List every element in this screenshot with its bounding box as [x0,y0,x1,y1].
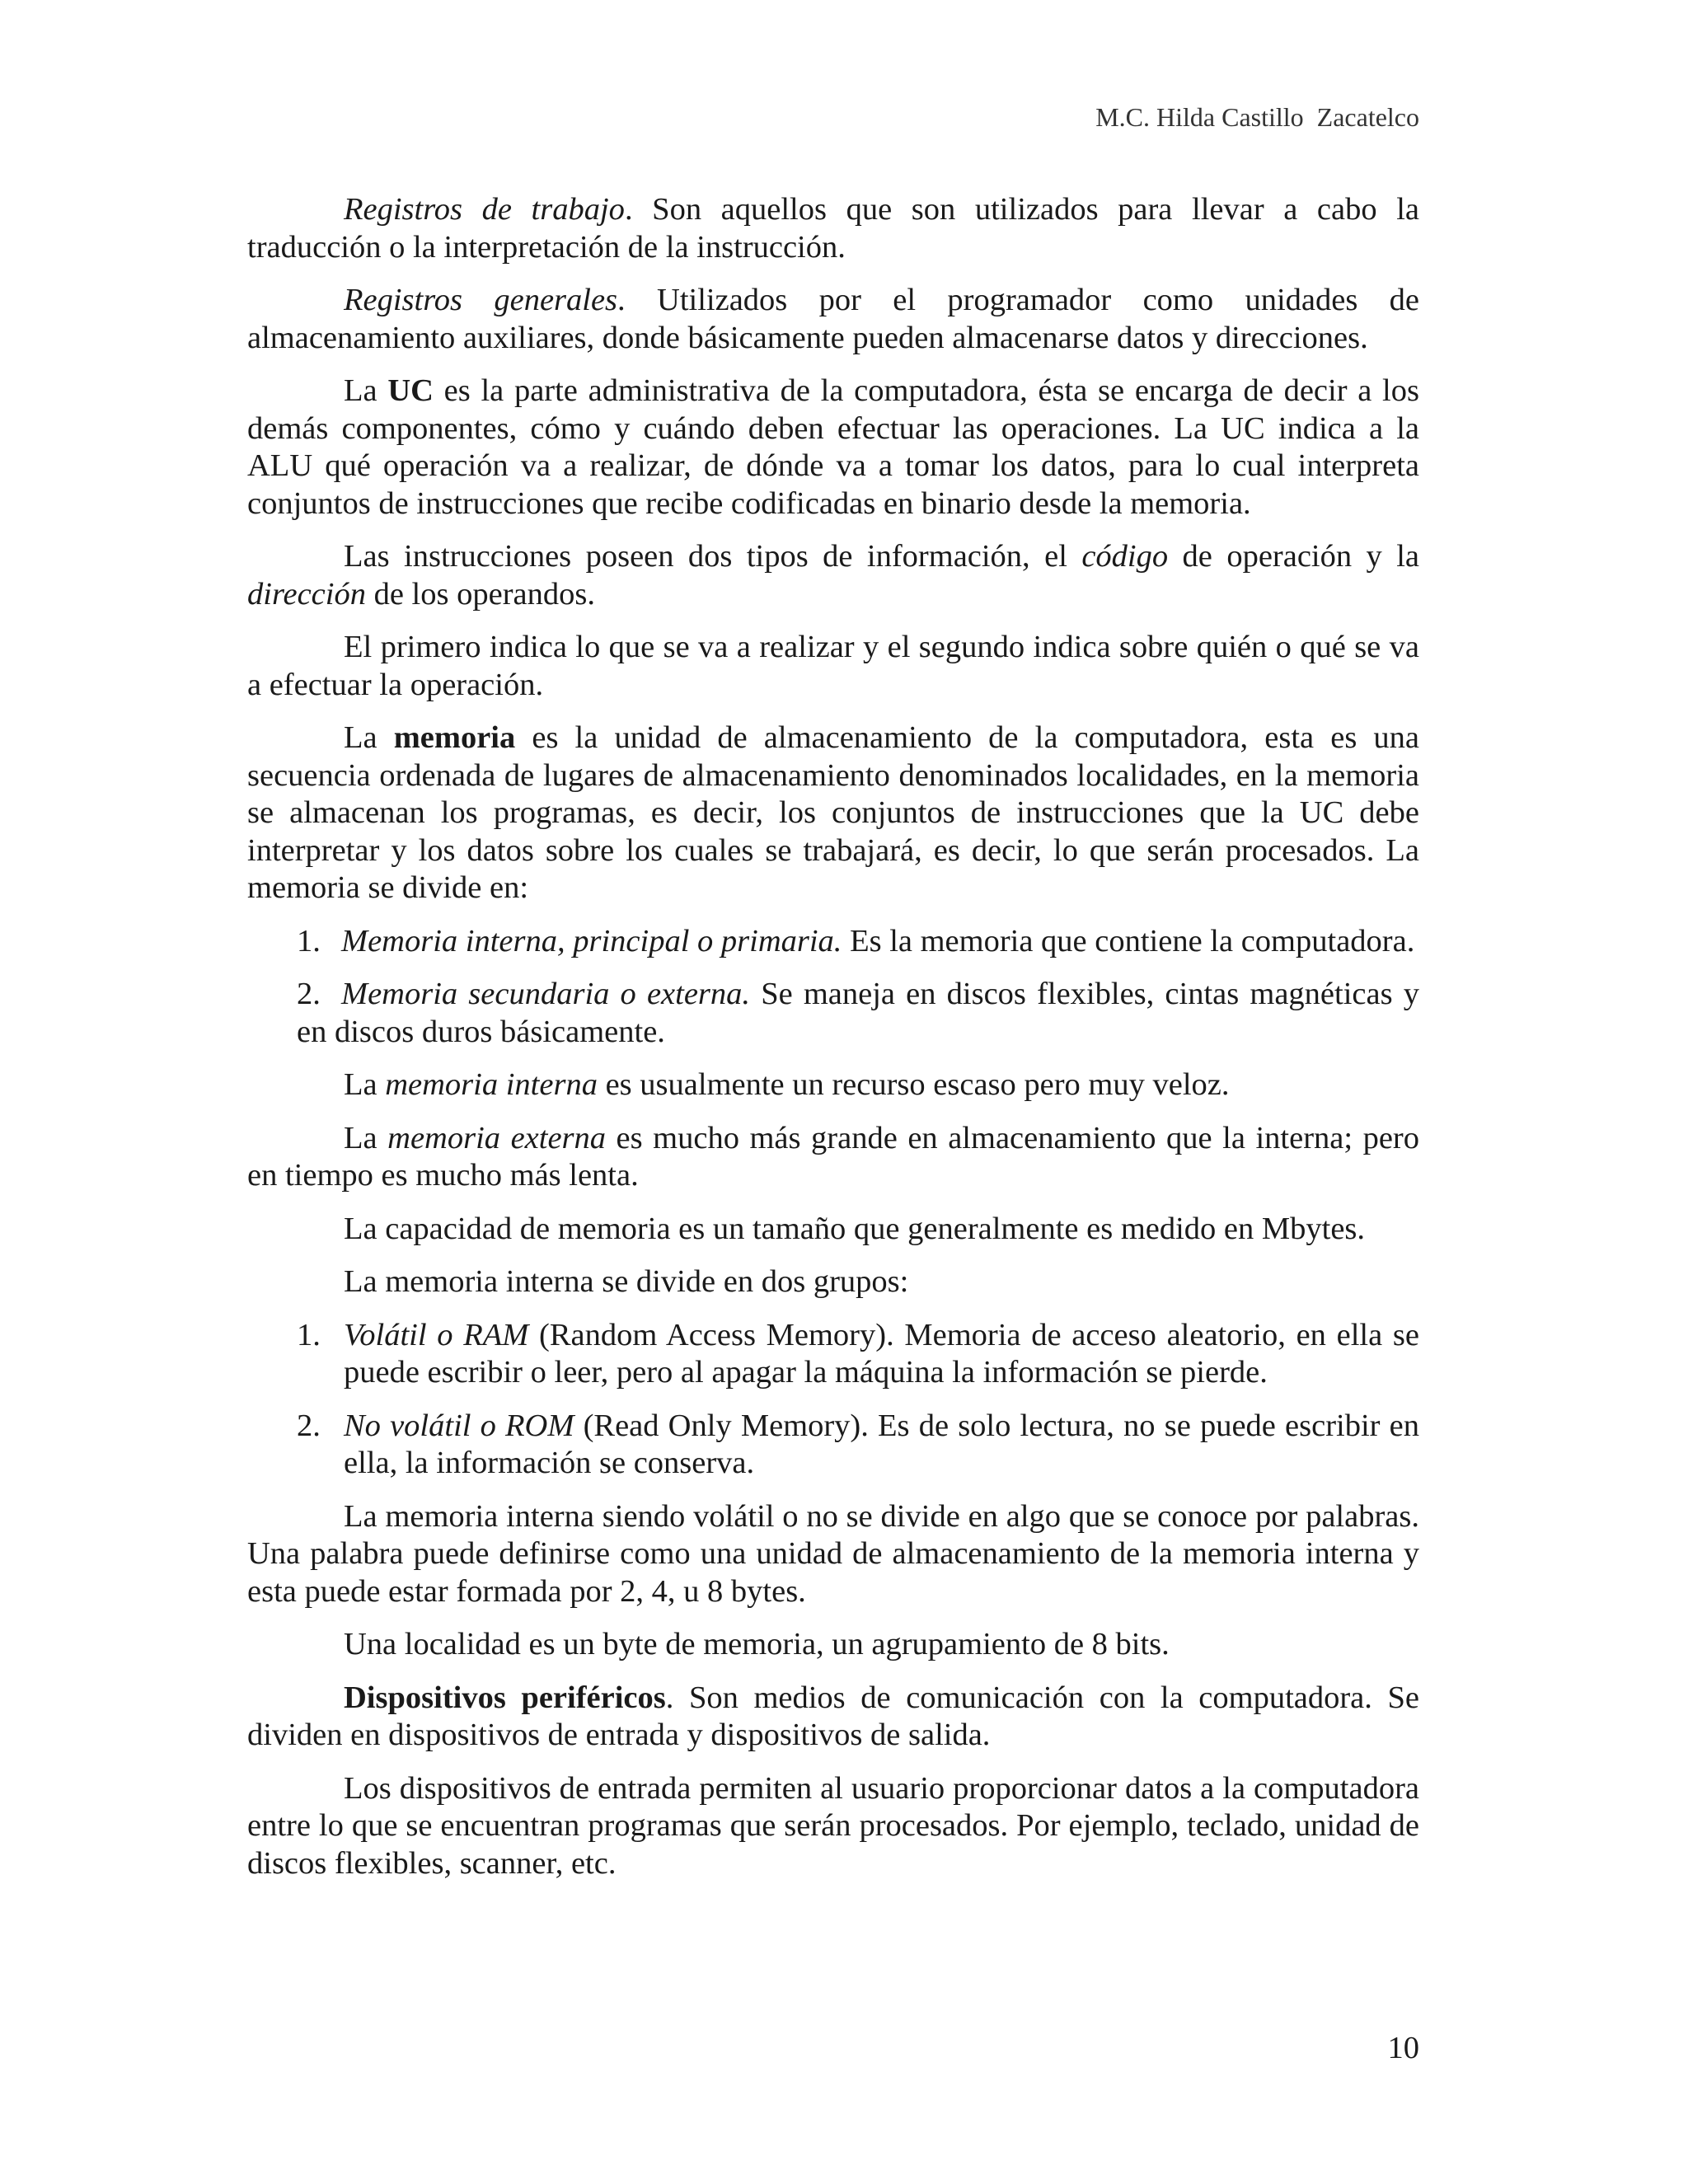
paragraph-text: La [344,1120,388,1155]
paragraph-text: es mucho más grande en almacenamiento que la interna; pero en tiempo es mucho más lenta. [247,1120,1419,1193]
paragraph-registros-trabajo [247,191,1419,266]
paragraph-registros-generales [247,282,1419,357]
list-number: 2. [297,1408,321,1443]
paragraph-text: La [344,1067,386,1102]
paragraph-primero: El primero indica lo que se va a realizar y el segundo indica sobre quién o qué se va a efectuar la operación. [247,630,1419,702]
list-item [247,1317,1419,1392]
paragraph-memoria [247,719,1419,907]
page-number: 10 [1387,2031,1419,2065]
memory-type-list [247,923,1419,1052]
list-item-term: Volátil o RAM [344,1317,529,1352]
page-header-author: M.C. Hilda Castillo Zacatelco [1095,102,1419,132]
term-memoria-externa: memoria externa [387,1120,607,1155]
paragraph-perifericos [247,1680,1419,1755]
paragraph-text: . Son aquellos que son utilizados para llevar a cabo la traducción o la interpretación de la instrucción. [247,192,1419,265]
paragraph-uc [247,373,1419,523]
list-item [247,923,1419,961]
list-item-text: (Read Only Memory). Es de solo lectura, no se puede escribir en ella, la información se conserva. [344,1408,1419,1480]
term-dispositivos-perifericos: Dispositivos periféricos [344,1680,666,1715]
term-registros-generales: Registros generales [344,283,618,317]
paragraph-palabras: La memoria interna siendo volátil o no se divide en algo que se conoce por palabras. Una palabra puede definirse como una unidad de almacenamiento de la memoria interna y esta puede estar formada por 2, 4, u 8 bytes. [247,1498,1419,1609]
term-direccion: dirección [247,576,366,612]
paragraph-grupos: La memoria interna se divide en dos grupos: [344,1264,909,1299]
list-item-term: Memoria interna, principal o primaria. [341,923,842,958]
term-uc: UC [387,373,434,408]
term-registros-trabajo: Registros de trabajo [344,192,625,227]
paragraph-text: es usualmente un recurso escaso pero muy veloz. [597,1067,1230,1102]
internal-memory-list [247,1317,1419,1483]
paragraph-text: de los operandos. [365,576,595,612]
term-codigo: código [1081,539,1169,574]
list-item-text: Es la memoria que contiene la computadora. [842,923,1415,958]
term-memoria-interna: memoria interna [385,1067,598,1102]
list-number: 1. [297,923,321,958]
paragraph-text: . Son medios de comunicación con la computadora. Se dividen en dispositivos de entrada y dispositivos de salida. [247,1680,1419,1752]
paragraph-text: es la parte administrativa de la computadora, ésta se encarga de decir a los demás componentes, cómo y cuándo deben efectuar las operaciones. La UC indica a la ALU qué operación va a realizar, de dónde va a tomar los datos, para lo cual interpreta conjuntos de instrucciones que recibe codificadas en binario desde la memoria. [247,373,1419,521]
list-number: 2. [297,977,321,1011]
paragraph-text: es la unidad de almacenamiento de la computadora, esta es una secuencia ordenada de lugares de almacenamiento denominados localidades, en la memoria se almacenan los programas, es decir, los conjuntos de instrucciones que la UC debe interpretar y los datos sobre los cuales se trabajará, es decir, lo que serán procesados. La memoria se divide en: [247,720,1420,905]
paragraph-text: Las instrucciones poseen dos tipos de información, el [344,539,1082,574]
paragraph-localidad: Una localidad es un byte de memoria, un agrupamiento de 8 bits. [344,1627,1170,1661]
paragraph-memoria-interna [247,1066,1419,1104]
list-number: 1. [297,1317,321,1352]
paragraph-capacidad: La capacidad de memoria es un tamaño que generalmente es medido en Mbytes. [344,1211,1366,1246]
list-item-term: Memoria secundaria o externa. [341,977,751,1011]
list-item-text: Se maneja en discos flexibles, cintas magnéticas y en discos duros básicamente. [297,977,1419,1049]
paragraph-instrucciones [247,538,1419,613]
paragraph-dispositivos-entrada: Los dispositivos de entrada permiten al usuario proporcionar datos a la computadora entre lo que se encuentran programas que serán procesados. Por ejemplo, teclado, unidad de discos flexibles, scanner, etc. [247,1770,1419,1881]
list-item-text: (Random Access Memory). Memoria de acceso aleatorio, en ella se puede escribir o leer, pero al apagar la máquina la información se pierde. [344,1317,1419,1390]
page-body [247,191,1419,1898]
paragraph-memoria-externa [247,1120,1419,1195]
paragraph-text: La [344,373,388,408]
paragraph-text: de operación y la [1168,539,1419,574]
list-item [247,976,1419,1051]
term-memoria: memoria [393,720,516,755]
paragraph-text: . Utilizados por el programador como unidades de almacenamiento auxiliares, donde básicamente pueden almacenarse datos y direcciones. [247,283,1419,355]
list-item-term: No volátil o ROM [344,1408,574,1443]
list-item [247,1408,1419,1483]
paragraph-text: La [344,720,394,755]
